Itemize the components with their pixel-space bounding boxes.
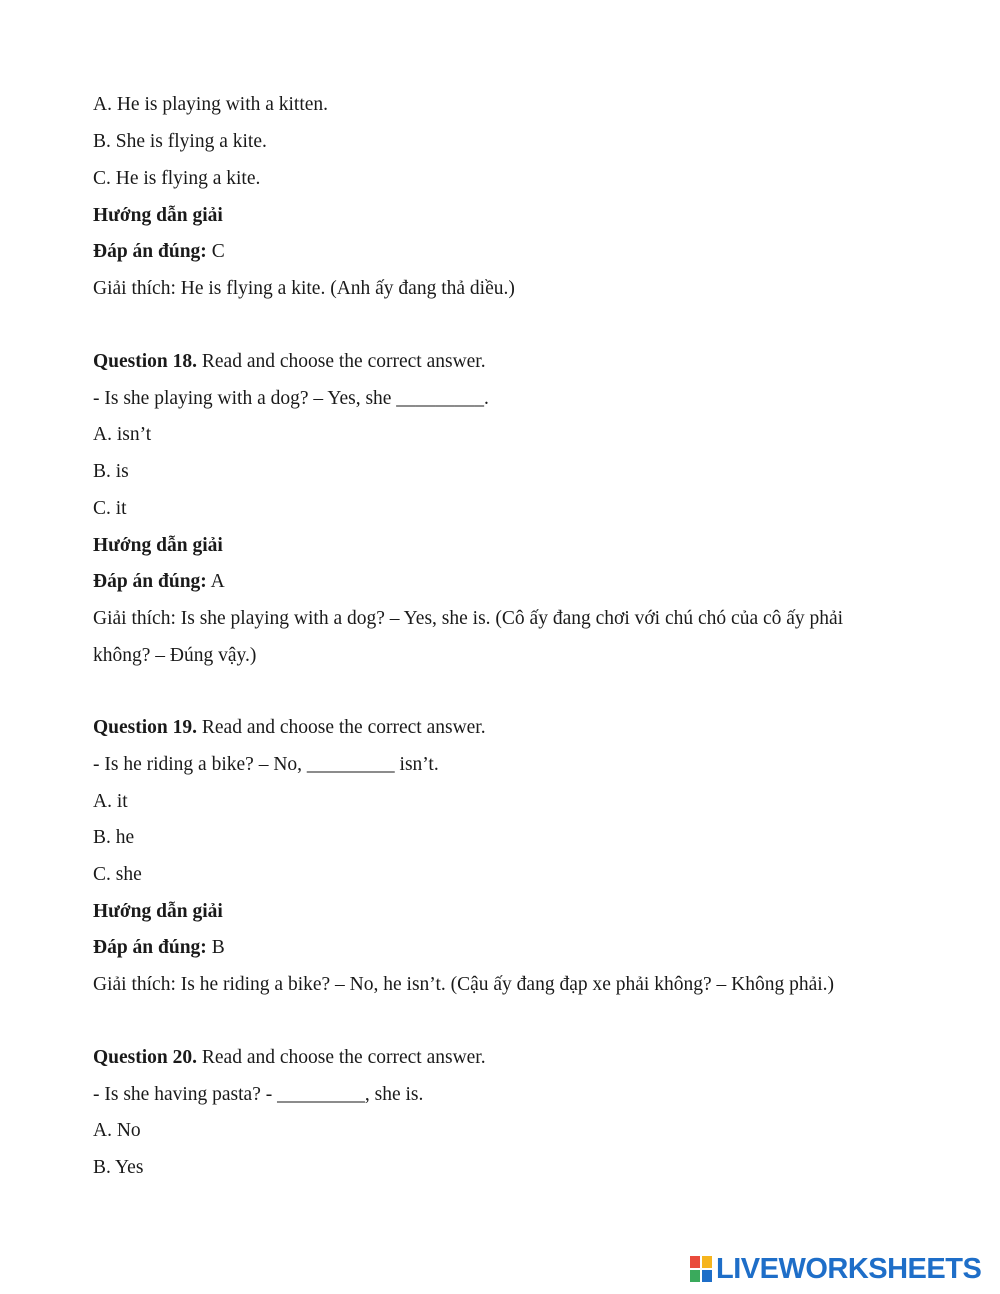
q18-option-c: C. it — [93, 498, 127, 519]
q17-guide-heading: Hướng dẫn giải — [93, 205, 223, 226]
q20-option-b: B. Yes — [93, 1157, 144, 1178]
logo-text: LIVEWORKSHEETS — [716, 1253, 982, 1285]
q18-question: - Is she playing with a dog? – Yes, she _________. — [93, 388, 489, 409]
q19-answer — [93, 936, 225, 960]
q17-explanation: Giải thích: He is flying a kite. (Anh ấy đang thả diều.) — [93, 278, 515, 299]
question-number: Question 20. — [93, 1047, 198, 1068]
q18-guide-heading: Hướng dẫn giải — [93, 535, 223, 556]
q19-question: - Is he riding a bike? – No, _________ isn’t. — [93, 754, 439, 775]
logo-mark-block — [690, 1270, 700, 1282]
q20-question: - Is she having pasta? - _________, she is. — [93, 1084, 424, 1105]
answer-value: C — [206, 241, 225, 262]
answer-label: Đáp án đúng: — [93, 241, 207, 262]
q18-option-b: B. is — [93, 461, 129, 482]
logo-mark-block — [702, 1256, 712, 1268]
answer-value: B — [206, 937, 225, 958]
q19-explanation: Giải thích: Is he riding a bike? – No, he isn’t. (Cậu ấy đang đạp xe phải không? – Không phải.) — [93, 974, 835, 995]
question-number: Question 18. — [93, 351, 198, 372]
q19-option-a: A. it — [93, 791, 128, 812]
answer-label: Đáp án đúng: — [93, 571, 207, 592]
q19-option-c: C. she — [93, 864, 142, 885]
q18-explanation-line-1: Giải thích: Is she playing with a dog? – Yes, she is. (Cô ấy đang chơi với chú chó của cô ấy phải — [93, 608, 844, 629]
q20-option-a: A. No — [93, 1120, 141, 1141]
q17-option-c: C. He is flying a kite. — [93, 168, 261, 189]
q18-heading — [93, 350, 486, 374]
logo-mark-icon — [690, 1256, 712, 1282]
answer-label: Đáp án đúng: — [93, 937, 207, 958]
question-prompt: Read and choose the correct answer. — [197, 1047, 486, 1068]
logo-mark-block — [702, 1270, 712, 1282]
q18-option-a: A. isn’t — [93, 424, 152, 445]
q17-option-a: A. He is playing with a kitten. — [93, 94, 329, 115]
q19-heading — [93, 716, 486, 740]
logo-mark-block — [690, 1256, 700, 1268]
q18-answer — [93, 570, 225, 594]
q19-option-b: B. he — [93, 827, 135, 848]
liveworksheets-logo — [690, 1254, 981, 1284]
q17-answer — [93, 240, 225, 264]
question-number: Question 19. — [93, 717, 198, 738]
question-prompt: Read and choose the correct answer. — [197, 717, 486, 738]
q18-explanation-line-2: không? – Đúng vậy.) — [93, 645, 257, 666]
q19-guide-heading: Hướng dẫn giải — [93, 901, 223, 922]
answer-value: A — [206, 571, 225, 592]
q20-heading — [93, 1046, 486, 1070]
q17-option-b: B. She is flying a kite. — [93, 131, 267, 152]
question-prompt: Read and choose the correct answer. — [197, 351, 486, 372]
